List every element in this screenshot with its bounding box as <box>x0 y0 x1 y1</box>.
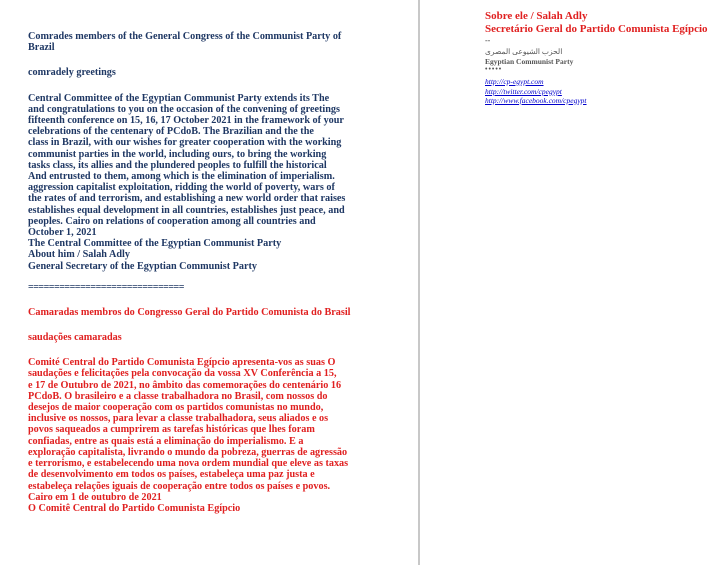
portuguese-body <box>28 357 363 514</box>
text-line: Comité Central do Partido Comunista Egípcio apresenta-vos as suas O <box>28 357 336 369</box>
facebook-link[interactable]: http://www.facebook.com/cpegypt <box>485 96 587 105</box>
text-line: General Secretary of the Egyptian Communist Party <box>28 260 257 272</box>
text-line: aggression capitalist exploitation, ridding the world of poverty, wars of <box>28 182 335 194</box>
text-line: October 1, 2021 <box>28 227 97 239</box>
text-line: fifteenth conference on 15, 16, 17 October 2021 in the framework of your <box>28 115 344 127</box>
english-salutation: comradely greetings <box>28 67 116 79</box>
arabic-org-name: الحزب الشيوعى المصرى <box>485 47 563 56</box>
text-line: tasks class, its allies and the plundered peoples to fulfill the historical <box>28 159 327 171</box>
text-line: peoples. Cairo on relations of cooperation among all countries and <box>28 215 316 227</box>
text-line: celebrations of the centenary of PCdoB. The Brazilian and the the <box>28 126 314 138</box>
text-line: confiadas, entre as quais está a eliminação do imperialismo. E a <box>28 435 304 447</box>
text-line: the rates of and terrorism, and establishing a new world order that raises <box>28 193 346 205</box>
text-line: inclusive os nossos, para levar a classe trabalhadora, seus aliados e os <box>28 413 329 425</box>
text-line: e terrorismo, e estabelecendo uma nova ordem mundial que eleve as taxas <box>28 458 349 470</box>
signature-name: Sobre ele / Salah Adly <box>485 10 588 22</box>
text-line: O Comitê Central do Partido Comunista Egípcio <box>28 502 241 514</box>
text-line: PCdoB. O brasileiro e a classe trabalhadora no Brasil, com nossos do <box>28 390 328 402</box>
portuguese-salutation: saudações camaradas <box>28 332 122 344</box>
english-greeting-header: Comrades members of the General Congress of the Communist Party of Brazil <box>28 31 342 54</box>
letter-column <box>28 31 363 514</box>
text-line: And entrusted to them, among which is the elimination of imperialism. <box>28 171 335 183</box>
twitter-link[interactable]: http://twitter.com/cpegypt <box>485 86 562 96</box>
text-line: The Central Committee of the Egyptian Communist Party <box>28 238 282 250</box>
text-line: Central Committee of the Egyptian Communist Party extends its The <box>28 92 330 104</box>
text-line: establishes equal development in all countries, establishes just peace, and <box>28 204 345 216</box>
column-divider <box>418 0 420 565</box>
signature-dots: ••••• <box>485 65 503 73</box>
website-link[interactable]: http://cp-egypt.com <box>485 77 544 86</box>
english-body <box>28 93 363 272</box>
signature-title: Secretário Geral do Partido Comunista Egípcio <box>485 22 708 35</box>
text-line: and congratulations to you on the occasion of the convening of greetings <box>28 103 340 115</box>
signature-dashes: -- <box>485 36 491 45</box>
signature-block <box>485 10 715 106</box>
text-line: de desenvolvimento em todos os países, estabeleça uma paz justa e <box>28 469 315 481</box>
text-line: communist parties in the world, including ours, to bring the working <box>28 148 327 160</box>
text-line: e 17 de Outubro de 2021, no âmbito das comemorações do centenário 16 <box>28 379 342 391</box>
text-line: exploração capitalista, livrando o mundo da pobreza, guerras de agressão <box>28 446 348 458</box>
separator-line: ============================== <box>28 281 184 293</box>
portuguese-letter <box>28 307 363 514</box>
org-name: Egyptian Communist Party <box>485 57 574 66</box>
text-line: desejos de maior cooperação com os partidos comunistas no mundo, <box>28 402 324 414</box>
signature-links <box>485 77 715 106</box>
text-line: povos saqueados a cumprirem as tarefas históricas que lhes foram <box>28 424 315 436</box>
portuguese-greeting-header: Camaradas membros do Congresso Geral do Partido Comunista do Brasil <box>28 306 351 318</box>
english-letter <box>28 31 363 272</box>
text-line: Cairo em 1 de outubro de 2021 <box>28 491 162 503</box>
text-line: estabeleça relações iguais de cooperação entre todos os países e povos. <box>28 480 331 492</box>
text-line: About him / Salah Adly <box>28 249 130 261</box>
text-line: saudações e felicitações pela convocação da vossa XV Conferência a 15, <box>28 368 337 380</box>
text-line: class in Brazil, with our wishes for greater cooperation with the working <box>28 137 342 149</box>
